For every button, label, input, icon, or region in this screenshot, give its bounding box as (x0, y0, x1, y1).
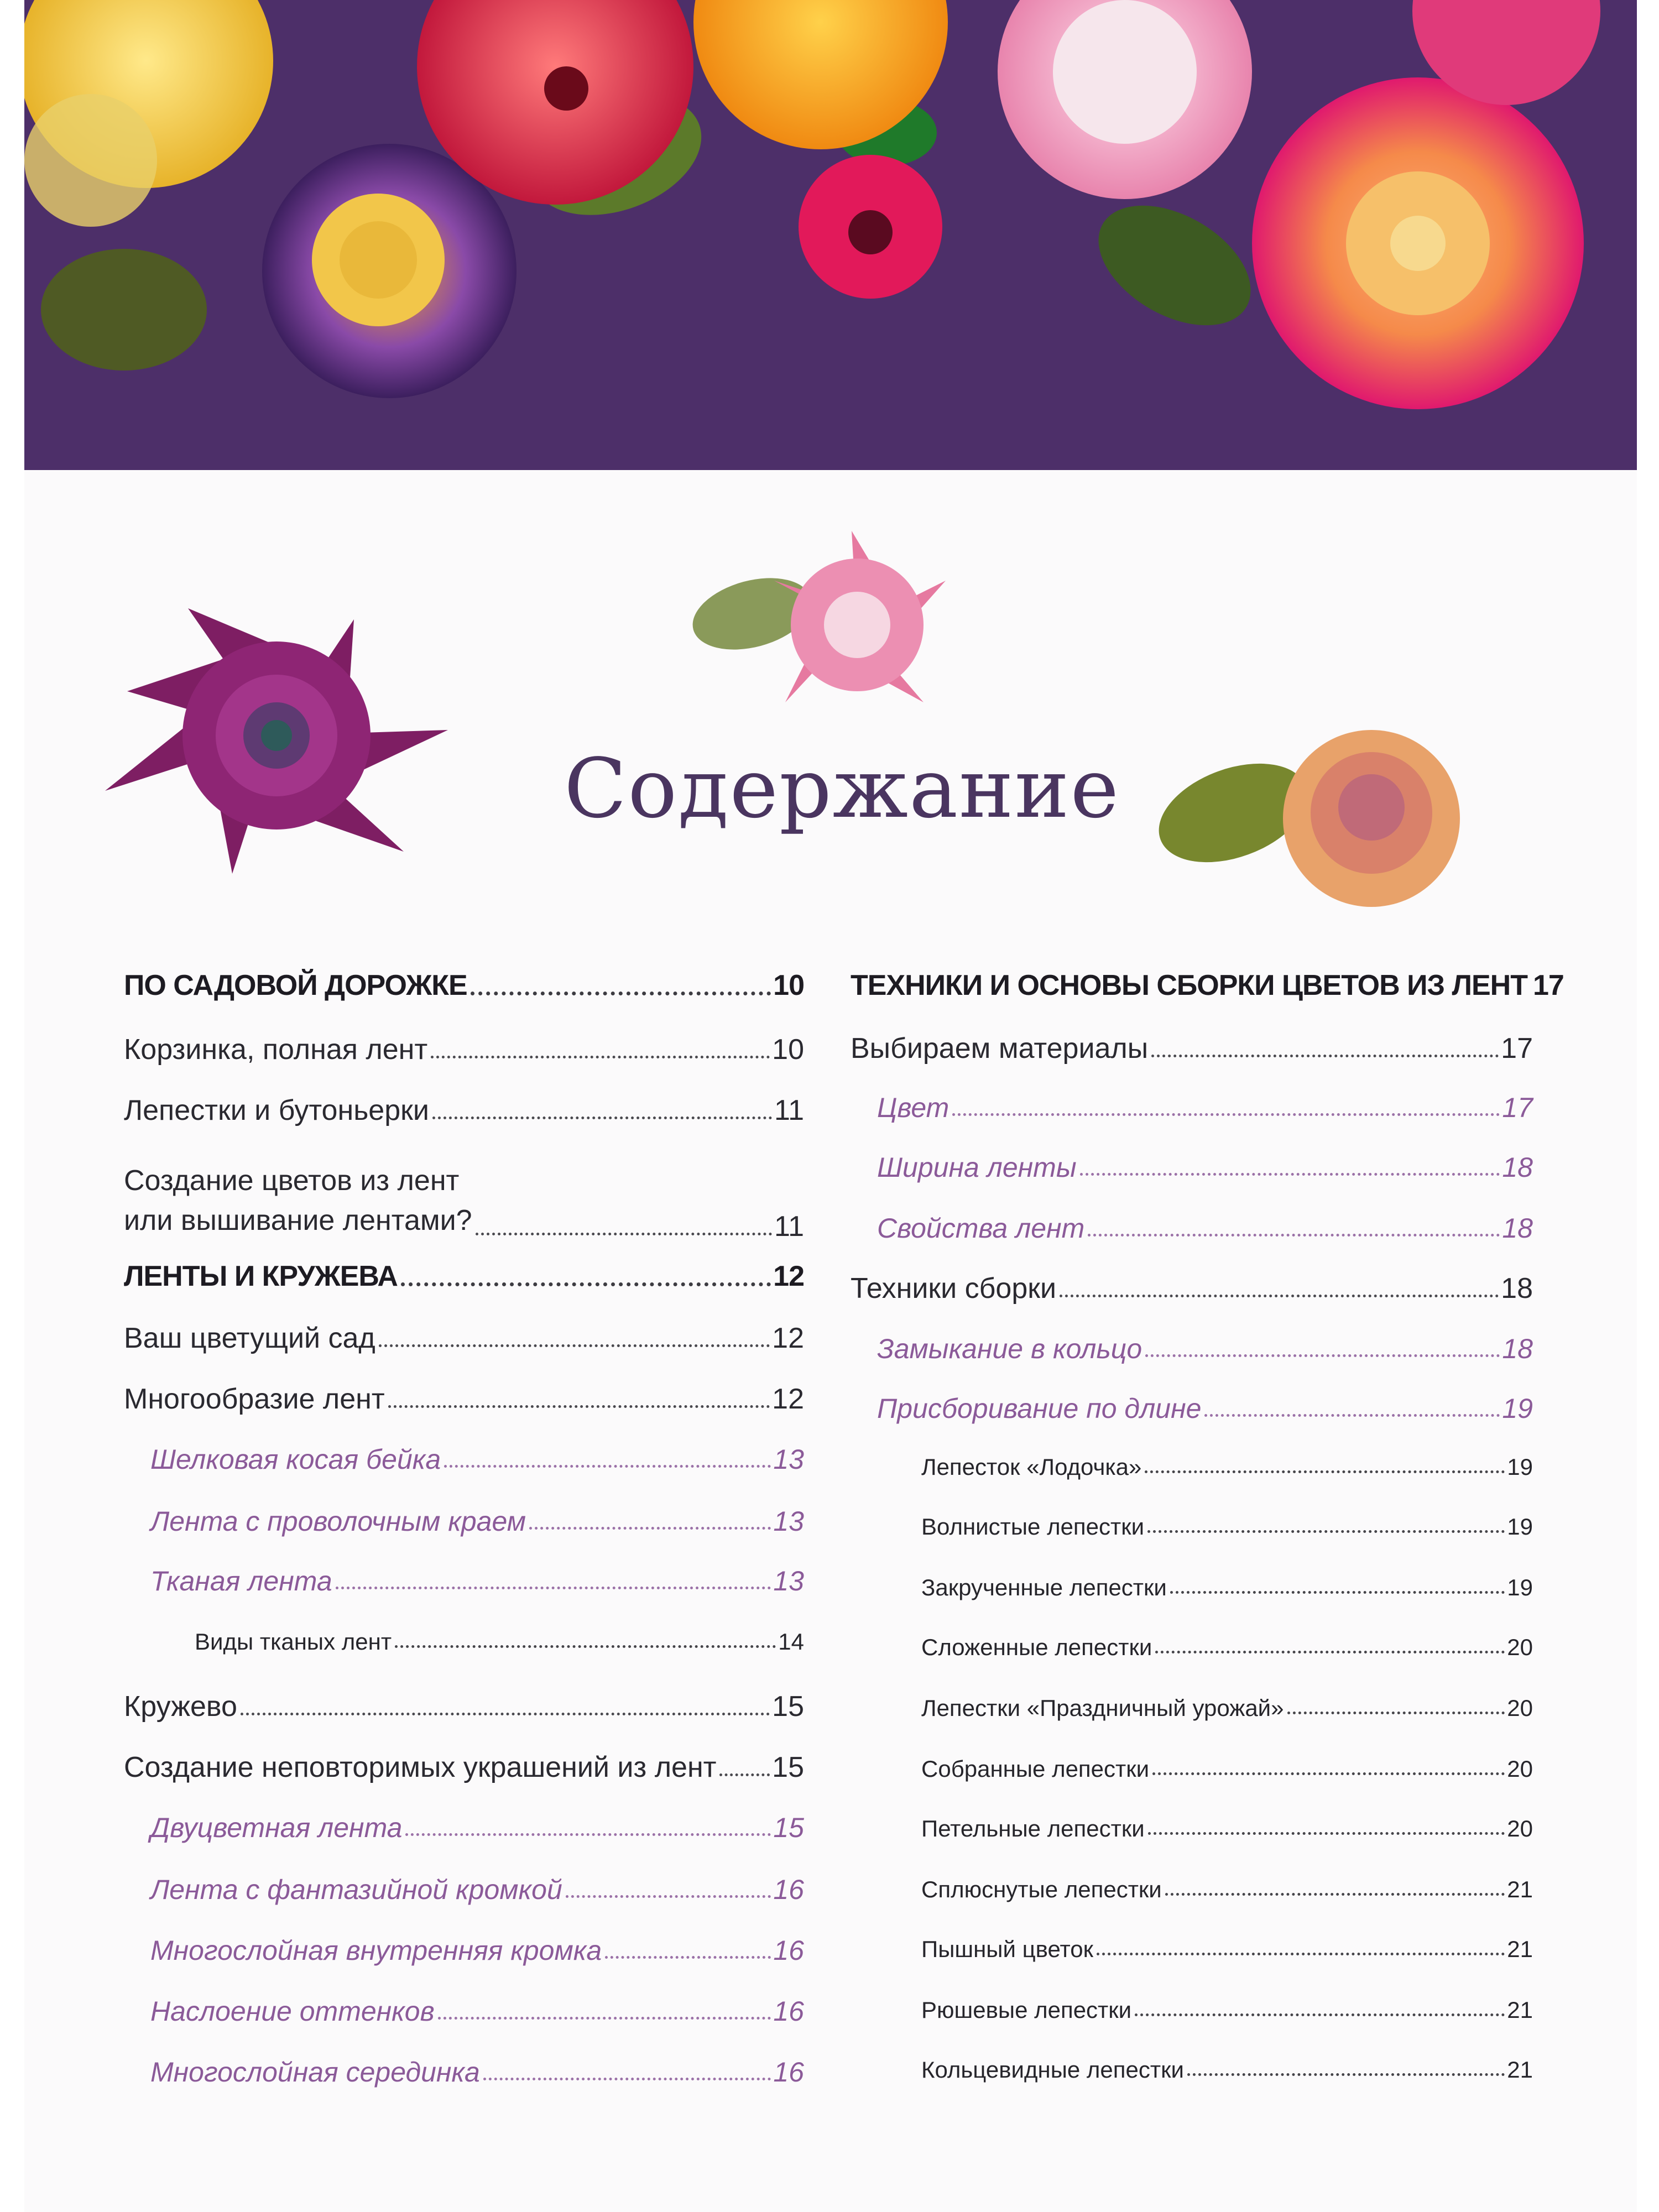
toc-entry-page: 16 (773, 1935, 804, 1966)
toc-entry-page: 14 (778, 1629, 804, 1655)
toc-entry-page: 12 (772, 1322, 804, 1354)
toc-entry-page: 18 (1501, 1272, 1533, 1305)
page-title: Содержание (564, 741, 1120, 836)
toc-entry[interactable] (851, 1154, 1533, 1181)
toc-entry-title: Выбираем материалы (851, 1032, 1149, 1065)
dot-leader (1097, 1953, 1505, 1955)
toc-entry-title: Ваш цветущий сад (124, 1322, 375, 1354)
ribbon-flowers-photo (24, 0, 1637, 470)
toc-entry[interactable] (851, 1335, 1533, 1363)
dot-leader (388, 1405, 770, 1408)
toc-entry-page: 18 (1502, 1152, 1533, 1183)
dot-leader (1204, 1414, 1500, 1417)
toc-entry[interactable] (851, 1878, 1533, 1901)
dot-leader (952, 1113, 1500, 1116)
toc-entry[interactable] (851, 1455, 1533, 1479)
toc-entry[interactable] (851, 1999, 1533, 2022)
toc-entry-page: 10 (772, 1034, 804, 1066)
toc-entry-page: 19 (1507, 1514, 1533, 1540)
dot-leader (1151, 1055, 1499, 1057)
toc-entry-title: Пышный цветок (921, 1936, 1093, 1962)
toc-entry-title: Закрученные лепестки (921, 1574, 1167, 1600)
toc-entry[interactable] (124, 1876, 804, 1903)
toc-entry-title: ЛЕНТЫ И КРУЖЕВА (124, 1260, 398, 1292)
header-photo-banner (24, 0, 1637, 470)
dot-leader (1148, 1832, 1505, 1835)
dot-leader (1155, 1651, 1505, 1653)
dot-leader (1145, 1354, 1500, 1357)
toc-entry-page: 18 (1502, 1333, 1533, 1364)
dot-leader (1145, 1470, 1505, 1473)
toc-entry[interactable] (851, 1817, 1533, 1840)
toc-entry-title: Волнистые лепестки (921, 1514, 1145, 1540)
toc-entry[interactable] (851, 1938, 1533, 1961)
toc-entry-page: 15 (773, 1812, 804, 1843)
page-margin-right (1637, 0, 1659, 2212)
dot-leader (401, 1282, 771, 1286)
dot-leader (1135, 2013, 1505, 2016)
toc-entry-title: Замыкание в кольцо (877, 1333, 1142, 1364)
toc-entry-page: 16 (773, 1874, 804, 1905)
toc-entry[interactable] (124, 1753, 804, 1782)
toc-entry-title: Тканая лента (150, 1566, 332, 1597)
toc-entry-page: 17 (1501, 1032, 1533, 1065)
toc-entry-page: 16 (773, 2057, 804, 2088)
dot-leader (395, 1645, 776, 1648)
dot-leader (1152, 1772, 1505, 1775)
toc-entry-page: 13 (773, 1506, 804, 1537)
toc-entry[interactable] (124, 2058, 804, 2086)
toc-entry-title: Шелковая косая бейка (150, 1444, 441, 1475)
dot-leader (1147, 1530, 1505, 1533)
toc-entry-title: Виды тканых лент (195, 1629, 392, 1655)
toc-entry-title: Сплюснутые лепестки (921, 1876, 1162, 1902)
toc-entry-page: 17 (1533, 969, 1564, 1001)
dot-leader (1287, 1712, 1505, 1714)
toc-entry[interactable] (124, 971, 804, 1000)
toc-entry-page: 21 (1507, 2057, 1533, 2083)
dot-leader (1187, 2073, 1505, 2076)
toc-entry[interactable] (124, 1324, 804, 1353)
dot-leader (438, 2017, 771, 2020)
dot-leader (1080, 1173, 1500, 1176)
toc-entry[interactable] (124, 1161, 804, 1241)
toc-entry-page: 19 (1507, 1454, 1533, 1480)
toc-entry[interactable] (851, 1214, 1533, 1242)
dot-leader (1060, 1295, 1499, 1297)
toc-entry-page: 21 (1507, 1936, 1533, 1962)
toc-entry-page: 16 (773, 1996, 804, 2027)
toc-entry-title: ТЕХНИКИ И ОСНОВЫ СБОРКИ ЦВЕТОВ ИЗ ЛЕНТ (851, 969, 1527, 1001)
toc-entry[interactable] (124, 1997, 804, 2025)
toc-entry-page: 18 (1502, 1213, 1533, 1244)
dot-leader (431, 1056, 770, 1058)
toc-entry-title: Ширина ленты (877, 1152, 1077, 1183)
toc-entry-title: Многослойная внутренняя кромка (150, 1935, 602, 1966)
toc-entry-title: Рюшевые лепестки (921, 1997, 1132, 2023)
dot-leader (1165, 1893, 1505, 1896)
toc-entry-page: 10 (773, 969, 804, 1001)
toc-entry-title: ПО САДОВОЙ ДОРОЖКЕ (124, 969, 467, 1001)
dot-leader (529, 1527, 771, 1530)
toc-entry-page: 15 (772, 1691, 804, 1723)
toc-entry[interactable] (851, 1034, 1533, 1063)
rose-ribbon-flower-illustration (1150, 724, 1482, 912)
dot-leader (1088, 1234, 1500, 1237)
toc-entry[interactable] (124, 1937, 804, 1964)
toc-entry-page: 12 (772, 1383, 804, 1415)
toc-entry-title: Наслоение оттенков (150, 1996, 435, 2027)
toc-entry-title: Лента с проволочным краем (150, 1506, 526, 1537)
dot-leader (719, 1773, 770, 1776)
toc-entry-page: 20 (1507, 1695, 1533, 1721)
toc-entry-page: 13 (773, 1444, 804, 1475)
toc-entry-title: Присборивание по длине (877, 1393, 1202, 1424)
toc-entry[interactable] (124, 1446, 804, 1473)
toc-entry[interactable] (851, 1636, 1533, 1659)
toc-entry-title: Создание цветов из лент или вышивание лентами? (124, 1165, 472, 1237)
toc-entry-title: Многообразие лент (124, 1383, 385, 1415)
toc-entry-title: Лепестки «Праздничный урожай» (921, 1695, 1284, 1721)
toc-entry[interactable] (124, 1035, 804, 1064)
toc-entry-title: Кольцевидные лепестки (921, 2057, 1184, 2083)
pink-ribbon-flower-illustration (686, 520, 973, 730)
toc-entry-page: 21 (1507, 1876, 1533, 1902)
toc-entry-title: Кружево (124, 1691, 237, 1723)
toc-entry-title: Лента с фантазийной кромкой (150, 1874, 562, 1905)
toc-entry[interactable] (124, 1630, 804, 1653)
toc-entry-page: 17 (1502, 1092, 1533, 1123)
toc-entry-title: Свойства лент (877, 1213, 1085, 1244)
toc-entry[interactable] (851, 1576, 1533, 1599)
toc-entry-title: Техники сборки (851, 1272, 1057, 1305)
toc-entry[interactable] (851, 2058, 1533, 2081)
toc-entry[interactable] (851, 1395, 1533, 1422)
toc-entry-page: 21 (1507, 1997, 1533, 2023)
toc-entry-title: Собранные лепестки (921, 1756, 1150, 1782)
toc-entry[interactable] (124, 1814, 804, 1841)
toc-entry[interactable] (851, 1515, 1533, 1538)
toc-entry-page: 12 (773, 1260, 804, 1292)
toc-entry[interactable] (851, 1274, 1533, 1303)
toc-entry[interactable] (851, 1094, 1533, 1121)
toc-entry-title: Сложенные лепестки (921, 1634, 1152, 1660)
toc-entry[interactable] (124, 1507, 804, 1535)
toc-entry-page: 20 (1507, 1756, 1533, 1782)
purple-ribbon-flower-illustration (94, 592, 459, 879)
toc-entry-page: 19 (1502, 1393, 1533, 1424)
dot-leader (566, 1895, 771, 1898)
dot-leader (379, 1344, 770, 1347)
toc-entry[interactable] (124, 1262, 804, 1291)
toc-entry[interactable] (851, 969, 1564, 1001)
toc-entry[interactable] (851, 1697, 1533, 1720)
dot-leader (1170, 1591, 1505, 1594)
toc-entry-page: 19 (1507, 1574, 1533, 1600)
toc-entry-page: 15 (772, 1751, 804, 1783)
toc-entry[interactable] (124, 1567, 804, 1595)
dot-leader (605, 1956, 771, 1959)
toc-entry-page: 11 (774, 1210, 804, 1243)
toc-entry-title: Лепестки и бутоньерки (124, 1094, 429, 1126)
toc-entry[interactable] (124, 1385, 804, 1413)
toc-entry[interactable] (124, 1692, 804, 1721)
page-margin-left (0, 0, 24, 2212)
dot-leader (241, 1713, 770, 1715)
toc-entry-page: 13 (773, 1566, 804, 1597)
toc-entry-title: Двуцветная лента (150, 1812, 403, 1843)
dot-leader (483, 2078, 771, 2080)
dot-leader (444, 1465, 771, 1468)
toc-entry-title: Многослойная серединка (150, 2057, 480, 2088)
toc-entry-title: Создание неповторимых украшений из лент (124, 1751, 717, 1783)
dot-leader (405, 1833, 771, 1836)
toc-entry-title: Цвет (877, 1092, 950, 1123)
toc-entry-title: Лепесток «Лодочка» (921, 1454, 1142, 1480)
dot-leader (336, 1587, 771, 1589)
toc-entry[interactable] (851, 1757, 1533, 1781)
toc-entry-page: 20 (1507, 1815, 1533, 1841)
toc-entry-page: 11 (774, 1094, 804, 1126)
dot-leader (476, 1233, 772, 1235)
dot-leader (471, 992, 771, 995)
toc-entry-title: Петельные лепестки (921, 1815, 1145, 1841)
toc-entry-page: 20 (1507, 1634, 1533, 1660)
dot-leader (432, 1117, 772, 1119)
toc-entry[interactable] (124, 1096, 804, 1125)
toc-entry-title: Корзинка, полная лент (124, 1034, 428, 1066)
